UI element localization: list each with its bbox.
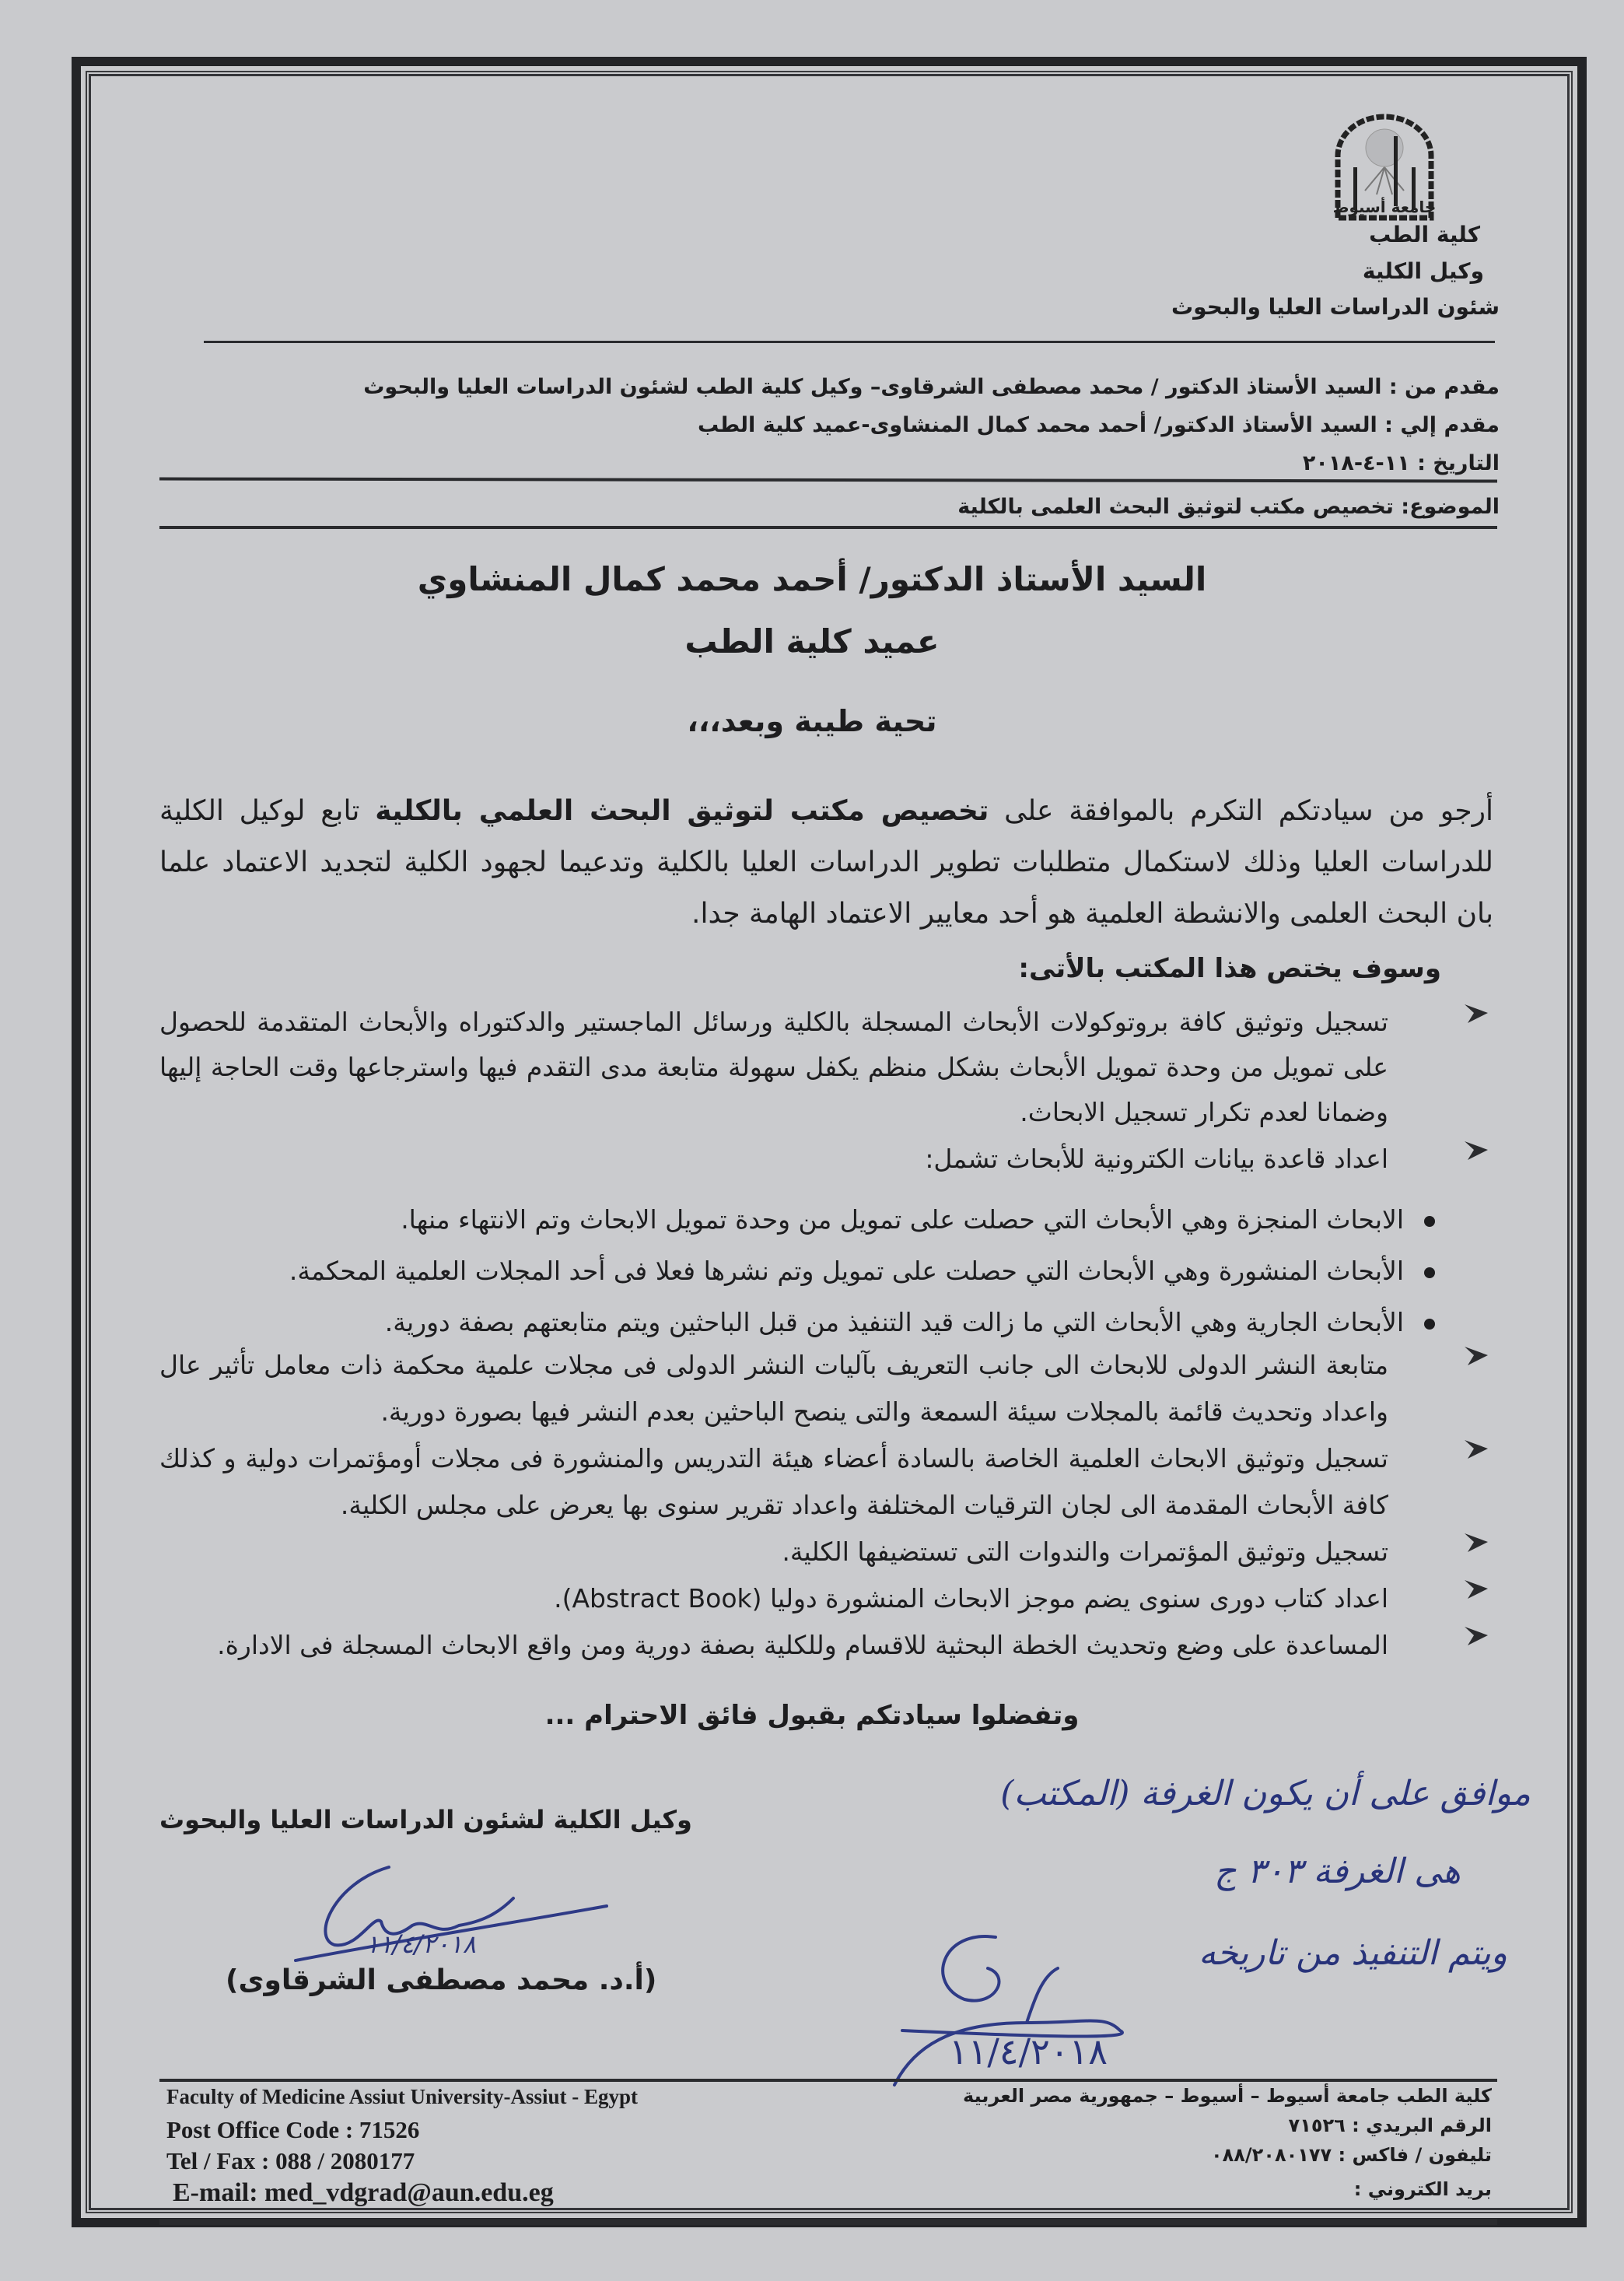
arrow-bullet-icon [1463,1000,1489,1026]
header-divider [204,341,1495,343]
memo-date: التاريخ : ١١-٤-٢٠١٨ [1302,451,1500,475]
footer-telfax-en: Tel / Fax : 088 / 2080177 [166,2147,415,2174]
letterhead-vice-dean: وكيل الكلية [1362,258,1484,284]
footer-email-ar: بريد الكتروني : [1353,2178,1492,2200]
list-item: متابعة النشر الدولى للابحاث الى جانب التعريف بآليات النشر الدولى فى مجلات علمية محكمة ذات معامل تأثير عال واعداد وتحديث قائمة بالمجلات سيئة السمعة والتى ينصح الباحثين بعدم النشر فيها بصورة دورية. [159,1342,1489,1435]
arrow-bullet-icon [1463,1342,1489,1368]
dean-note-line-3: ويتم التنفيذ من تاريخه [1198,1933,1507,1973]
footer-postcode-ar: الرقم البريدي : ٧١٥٢٦ [1288,2115,1492,2136]
signature-date: ١١/٤/٢٠١٨ [366,1929,476,1959]
highlighted-request: تخصيص مكتب لتوثيق البحث العلمي بالكلية [375,795,989,827]
university-logo-icon [1330,113,1439,222]
letterhead-department: شئون الدراسات العليا والبحوث [1171,294,1500,320]
database-sublist [206,1194,1435,1348]
dean-note-line-2: هى الغرفة ٣٠٣ ج [1214,1852,1461,1891]
arrow-bullet-icon [1463,1622,1489,1649]
letterhead-faculty: كلية الطب [1369,222,1480,247]
memo-to: مقدم إلي : السيد الأستاذ الدكتور/ أحمد محمد كمال المنشاوى-عميد كلية الطب [698,413,1500,437]
addressee-name: السيد الأستاذ الدكتور/ أحمد محمد كمال المنشاوي [417,560,1207,598]
duties-intro: وسوف يختص هذا المكتب بالأتى: [1018,953,1441,984]
footer-email-en: E-mail: med_vdgrad@aun.edu.eg [173,2178,554,2207]
dot-bullet-icon [1424,1216,1435,1227]
body-paragraph: أرجو من سيادتكم التكرم بالموافقة على تخصيص مكتب لتوثيق البحث العلمي بالكلية تابع لوكيل الكلية للدراسات العليا وذلك لاستكمال متطلبات تطوير الدراسات العليا بالكلية وتدعيما لجهود الكلية لتجديد الاعتماد علما بان البحث العلمى والانشطة العلمية هو أحد معايير الاعتماد الهامة جدا. [159,795,1493,930]
dot-bullet-icon [1424,1267,1435,1278]
list-item: اعداد قاعدة بيانات الكترونية للأبحاث تشمل: [159,1137,1489,1182]
list-item: الأبحاث الجارية وهي الأبحاث التي ما زالت قيد التنفيذ من قبل الباحثين ويتم متابعتهم بصفة دورية. [206,1297,1435,1348]
list-item: الأبحاث المنشورة وهي الأبحاث التي حصلت على تمويل وتم نشرها فعلا فى أحد المجلات العلمية المحكمة. [206,1246,1435,1297]
footer-telfax-ar: تليفون / فاكس : ٠٨٨/٢٠٨٠١٧٧ [1210,2144,1492,2166]
list-item: تسجيل وتوثيق الابحاث العلمية الخاصة بالسادة أعضاء هيئة التدريس والمنشورة فى مجلات أومؤتمرات دولية و كذلك كافة الأبحاث المقدمة الى لجان الترقيات المختلفة واعداد تقرير سنوى بها يعرض على مجلس الكلية. [159,1435,1489,1529]
subject-divider [159,526,1497,529]
duties-list-b [159,1342,1489,1669]
arrow-bullet-icon [1463,1435,1489,1462]
list-item: تسجيل وتوثيق المؤتمرات والندوات التى تستضيفها الكلية. [159,1529,1489,1575]
footer-postcode-en: Post Office Code : 71526 [166,2116,420,2143]
dot-bullet-icon [1424,1319,1435,1330]
arrow-bullet-icon [1463,1137,1489,1163]
memo-subject: الموضوع: تخصيص مكتب لتوثيق البحث العلمى بالكلية [957,495,1500,519]
list-item: المساعدة على وضع وتحديث الخطة البحثية للاقسام وللكلية بصفة دورية ومن واقع الابحاث المسجلة فى الادارة. [159,1622,1489,1669]
arrow-bullet-icon [1463,1575,1489,1602]
svg-text:جامعة أسيوط: جامعة أسيوط [1332,198,1437,216]
signer-title: وكيل الكلية لشئون الدراسات العليا والبحوث [159,1805,692,1834]
memo-from: مقدم من : السيد الأستاذ الدكتور / محمد مصطفى الشرقاوى– وكيل كلية الطب لشئون الدراسات العليا والبحوث [363,375,1500,399]
footer-address-en: Faculty of Medicine Assiut University-Assiut - Egypt [166,2085,638,2108]
closing-line: وتفضلوا سيادتكم بقبول فائق الاحترام ... [544,1700,1080,1731]
duties-list-a [159,1000,1489,1183]
addressee-title: عميد كلية الطب [684,622,940,660]
dean-note-date: ١١/٤/٢٠١٨ [949,2030,1108,2073]
footer-divider-bottom [159,2219,1497,2225]
signer-name: (أ.د. محمد مصطفى الشرقاوى) [226,1964,657,1996]
footer-divider-top [159,2079,1497,2082]
dean-note-line-1: موافق على أن يكون الغرفة (المكتب) [1000,1774,1531,1813]
list-item: تسجيل وتوثيق كافة بروتوكولات الأبحاث المسجلة بالكلية ورسائل الماجستير والدكتوراه والأبحاث المتقدمة للحصول على تمويل من وحدة تمويل الأبحاث بشكل منظم يكفل سهولة متابعة مدى التقدم فيها واسترجاعها وقت الحاجة إليها وضمانا لعدم تكرار تسجيل الابحاث. [159,1000,1489,1135]
footer-address-ar: كلية الطب جامعة أسيوط – أسيوط – جمهورية مصر العربية [963,2085,1492,2107]
greeting: تحية طيبة وبعد،،، [687,704,937,738]
arrow-bullet-icon [1463,1529,1489,1555]
list-item: اعداد كتاب دورى سنوى يضم موجز الابحاث المنشورة دوليا (Abstract Book). [159,1575,1489,1622]
list-item: الابحاث المنجزة وهي الأبحاث التي حصلت على تمويل من وحدة تمويل الابحاث وتم الانتهاء منها. [206,1194,1435,1246]
